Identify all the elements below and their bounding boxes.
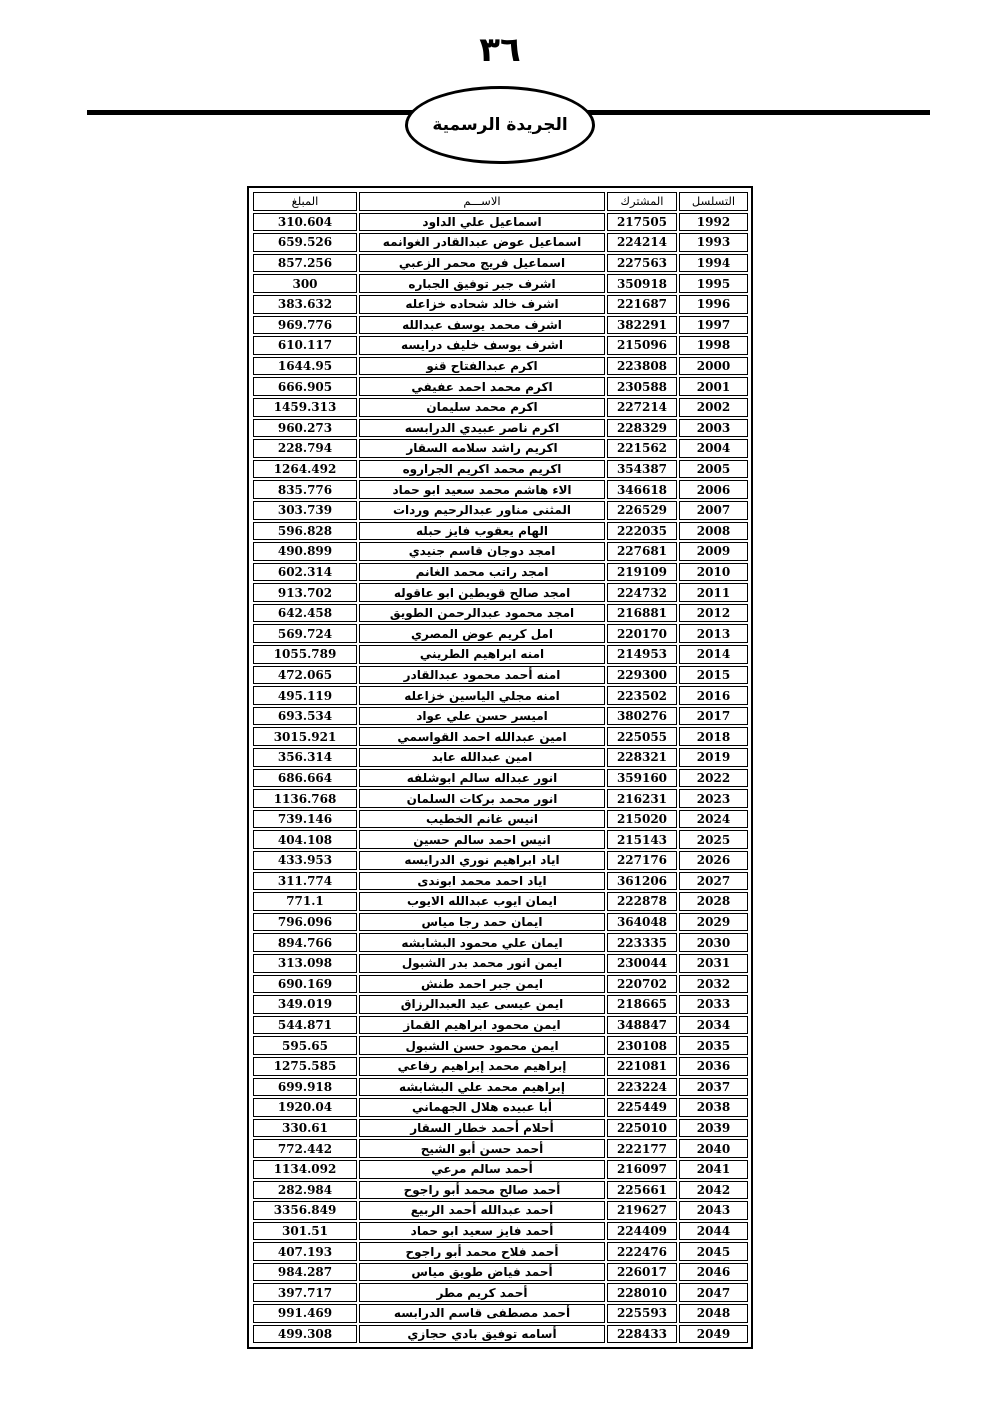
cell-name: امجد راتب محمد الغانم — [359, 563, 605, 582]
cell-amount: 913.702 — [253, 583, 357, 602]
table-row — [253, 913, 748, 932]
cell-name: أحمد فلاح محمد أبو راجوح — [359, 1242, 605, 1261]
cell-subscriber: 225449 — [607, 1098, 677, 1117]
cell-amount: 472.065 — [253, 666, 357, 685]
table-row — [253, 316, 748, 335]
cell-name: اكريم راشد سلامه السقار — [359, 439, 605, 458]
masthead-title: الجريدة الرسمية — [432, 115, 568, 135]
cell-serial: 2028 — [679, 892, 748, 911]
table-row — [253, 686, 748, 705]
cell-name: اشرف خالد شحاده خزاعله — [359, 295, 605, 314]
cell-serial: 2044 — [679, 1222, 748, 1241]
cell-name: اسماعيل عوض عبدالقادر الغوانمه — [359, 233, 605, 252]
cell-serial: 2006 — [679, 480, 748, 499]
cell-subscriber: 222035 — [607, 522, 677, 541]
cell-amount: 1275.585 — [253, 1057, 357, 1076]
cell-serial: 2030 — [679, 933, 748, 952]
table-row — [253, 522, 748, 541]
table-row — [253, 480, 748, 499]
cell-amount: 495.119 — [253, 686, 357, 705]
cell-serial: 2019 — [679, 748, 748, 767]
cell-serial: 2018 — [679, 727, 748, 746]
cell-subscriber: 220702 — [607, 975, 677, 994]
cell-serial: 2036 — [679, 1057, 748, 1076]
table-row — [253, 789, 748, 808]
cell-name: امنه أحمد محمود عبدالقادر — [359, 666, 605, 685]
cell-subscriber: 348847 — [607, 1016, 677, 1035]
cell-name: اشرف محمد يوسف عبدالله — [359, 316, 605, 335]
cell-serial: 2045 — [679, 1242, 748, 1261]
cell-name: أحمد مصطفى قاسم الدرابسه — [359, 1304, 605, 1323]
cell-subscriber: 380276 — [607, 707, 677, 726]
cell-amount: 984.287 — [253, 1263, 357, 1282]
cell-subscriber: 216097 — [607, 1160, 677, 1179]
table-row — [253, 501, 748, 520]
table-row — [253, 666, 748, 685]
table-row — [253, 624, 748, 643]
table-row — [253, 1263, 748, 1282]
cell-name: اميسر حسن علي عواد — [359, 707, 605, 726]
cell-amount: 228.794 — [253, 439, 357, 458]
page-number: ٣٦ — [479, 30, 521, 70]
table-row — [253, 1098, 748, 1117]
cell-serial: 2034 — [679, 1016, 748, 1035]
table-row — [253, 419, 748, 438]
cell-name: إبراهيم محمد علي البشابشه — [359, 1078, 605, 1097]
cell-subscriber: 228010 — [607, 1283, 677, 1302]
header-amount: المبلغ — [253, 192, 357, 211]
cell-subscriber: 361206 — [607, 872, 677, 891]
cell-subscriber: 230588 — [607, 377, 677, 396]
cell-subscriber: 354387 — [607, 460, 677, 479]
cell-subscriber: 227681 — [607, 542, 677, 561]
table-row — [253, 830, 748, 849]
cell-serial: 2007 — [679, 501, 748, 520]
table-row — [253, 583, 748, 602]
table-row — [253, 295, 748, 314]
cell-serial: 2013 — [679, 624, 748, 643]
cell-subscriber: 222177 — [607, 1139, 677, 1158]
cell-name: أبا عبيده هلال الجهماني — [359, 1098, 605, 1117]
cell-serial: 2005 — [679, 460, 748, 479]
table-row — [253, 1181, 748, 1200]
header-subscriber: المشترك — [607, 192, 677, 211]
cell-subscriber: 216881 — [607, 604, 677, 623]
cell-amount: 595.65 — [253, 1036, 357, 1055]
cell-subscriber: 219109 — [607, 563, 677, 582]
cell-subscriber: 223335 — [607, 933, 677, 952]
cell-amount: 3356.849 — [253, 1201, 357, 1220]
cell-amount: 690.169 — [253, 975, 357, 994]
table-row — [253, 975, 748, 994]
cell-subscriber: 220170 — [607, 624, 677, 643]
table-row — [253, 254, 748, 273]
cell-name: امجد صالح قويطين ابو عاقوله — [359, 583, 605, 602]
cell-name: امل كريم عوض المصري — [359, 624, 605, 643]
cell-name: اشرف يوسف خليف درايسه — [359, 336, 605, 355]
cell-name: المثنى مناور عبدالرحيم وردات — [359, 501, 605, 520]
cell-name: أحمد حسن أبو الشيح — [359, 1139, 605, 1158]
cell-serial: 2033 — [679, 995, 748, 1014]
cell-amount: 1920.04 — [253, 1098, 357, 1117]
cell-serial: 2014 — [679, 645, 748, 664]
cell-name: انيس غانم الخطيب — [359, 810, 605, 829]
table-row — [253, 872, 748, 891]
cell-serial: 2047 — [679, 1283, 748, 1302]
cell-amount: 407.193 — [253, 1242, 357, 1261]
table-header-row — [253, 192, 748, 211]
cell-subscriber: 223502 — [607, 686, 677, 705]
cell-subscriber: 382291 — [607, 316, 677, 335]
masthead-ellipse — [405, 86, 595, 164]
table-row — [253, 1325, 748, 1344]
cell-subscriber: 221081 — [607, 1057, 677, 1076]
cell-name: امجد دوجان قاسم جنيدي — [359, 542, 605, 561]
table-row — [253, 851, 748, 870]
cell-amount: 330.61 — [253, 1119, 357, 1138]
table-row — [253, 954, 748, 973]
cell-subscriber: 222878 — [607, 892, 677, 911]
cell-serial: 2042 — [679, 1181, 748, 1200]
cell-amount: 960.273 — [253, 419, 357, 438]
table-row — [253, 357, 748, 376]
cell-subscriber: 225010 — [607, 1119, 677, 1138]
cell-serial: 1997 — [679, 316, 748, 335]
table-row — [253, 1016, 748, 1035]
cell-serial: 2031 — [679, 954, 748, 973]
cell-amount: 666.905 — [253, 377, 357, 396]
cell-amount: 1136.768 — [253, 789, 357, 808]
cell-amount: 659.526 — [253, 233, 357, 252]
cell-name: انور محمد بركات السلمان — [359, 789, 605, 808]
table-row — [253, 336, 748, 355]
cell-serial: 1998 — [679, 336, 748, 355]
cell-amount: 397.717 — [253, 1283, 357, 1302]
cell-amount: 433.953 — [253, 851, 357, 870]
cell-amount: 969.776 — [253, 316, 357, 335]
cell-amount: 301.51 — [253, 1222, 357, 1241]
cell-serial: 2011 — [679, 583, 748, 602]
cell-amount: 686.664 — [253, 769, 357, 788]
cell-name: اسماعيل علي الداود — [359, 213, 605, 232]
cell-serial: 2049 — [679, 1325, 748, 1344]
cell-serial: 2016 — [679, 686, 748, 705]
table-row — [253, 604, 748, 623]
cell-amount: 1644.95 — [253, 357, 357, 376]
cell-subscriber: 227214 — [607, 398, 677, 417]
cell-subscriber: 224409 — [607, 1222, 677, 1241]
cell-name: أحمد عبدالله أحمد الربيع — [359, 1201, 605, 1220]
header-serial: التسلسل — [679, 192, 748, 211]
cell-subscriber: 226529 — [607, 501, 677, 520]
cell-amount: 857.256 — [253, 254, 357, 273]
cell-name: ايمن عيسى عيد العبدالرزاق — [359, 995, 605, 1014]
cell-subscriber: 215143 — [607, 830, 677, 849]
cell-serial: 2009 — [679, 542, 748, 561]
cell-name: اشرف جبر توفيق الجباره — [359, 274, 605, 293]
cell-name: أحلام أحمد خطار السقار — [359, 1119, 605, 1138]
table-row — [253, 1057, 748, 1076]
cell-amount: 356.314 — [253, 748, 357, 767]
cell-name: انيس احمد سالم حسين — [359, 830, 605, 849]
cell-name: اكرم ناصر عبيدي الدرابسه — [359, 419, 605, 438]
header-name: الاســـم — [359, 192, 605, 211]
cell-amount: 544.871 — [253, 1016, 357, 1035]
table-row — [253, 995, 748, 1014]
cell-amount: 349.019 — [253, 995, 357, 1014]
cell-name: امنه مجلي الياسين خزاعله — [359, 686, 605, 705]
cell-subscriber: 214953 — [607, 645, 677, 664]
cell-serial: 2041 — [679, 1160, 748, 1179]
cell-name: إبراهيم محمد إبراهيم رفاعي — [359, 1057, 605, 1076]
cell-subscriber: 228329 — [607, 419, 677, 438]
cell-amount: 894.766 — [253, 933, 357, 952]
table-row — [253, 460, 748, 479]
cell-serial: 2004 — [679, 439, 748, 458]
cell-amount: 282.984 — [253, 1181, 357, 1200]
cell-name: امين عبدالله عابد — [359, 748, 605, 767]
table-row — [253, 1078, 748, 1097]
cell-serial: 2022 — [679, 769, 748, 788]
cell-subscriber: 215020 — [607, 810, 677, 829]
cell-serial: 2038 — [679, 1098, 748, 1117]
cell-name: أحمد صالح محمد أبو راجوح — [359, 1181, 605, 1200]
table-row — [253, 1160, 748, 1179]
cell-name: ايمان علي محمود البشابشه — [359, 933, 605, 952]
cell-subscriber: 224214 — [607, 233, 677, 252]
cell-amount: 311.774 — [253, 872, 357, 891]
cell-subscriber: 364048 — [607, 913, 677, 932]
cell-name: اكرم محمد سليمان — [359, 398, 605, 417]
cell-subscriber: 225661 — [607, 1181, 677, 1200]
table-row — [253, 274, 748, 293]
table-row — [253, 1222, 748, 1241]
cell-subscriber: 230044 — [607, 954, 677, 973]
cell-name: امين عبدالله احمد القواسمي — [359, 727, 605, 746]
cell-amount: 383.632 — [253, 295, 357, 314]
cell-subscriber: 229300 — [607, 666, 677, 685]
cell-name: امنه ابراهيم الطريني — [359, 645, 605, 664]
cell-subscriber: 215096 — [607, 336, 677, 355]
table-row — [253, 377, 748, 396]
cell-subscriber: 224732 — [607, 583, 677, 602]
cell-serial: 2032 — [679, 975, 748, 994]
table-row — [253, 769, 748, 788]
cell-subscriber: 226017 — [607, 1263, 677, 1282]
cell-serial: 2001 — [679, 377, 748, 396]
cell-subscriber: 225055 — [607, 727, 677, 746]
cell-name: انور عبداله سالم ابوشلفه — [359, 769, 605, 788]
cell-serial: 1996 — [679, 295, 748, 314]
table-row — [253, 645, 748, 664]
cell-name: أحمد سالم مرعي — [359, 1160, 605, 1179]
table-row — [253, 748, 748, 767]
cell-serial: 2015 — [679, 666, 748, 685]
cell-amount: 1134.092 — [253, 1160, 357, 1179]
cell-name: أحمد كريم مطر — [359, 1283, 605, 1302]
table-row — [253, 233, 748, 252]
table-body — [253, 213, 748, 1344]
cell-name: اياد ابراهيم نوري الدرايسه — [359, 851, 605, 870]
cell-serial: 1992 — [679, 213, 748, 232]
cell-amount: 693.534 — [253, 707, 357, 726]
cell-amount: 642.458 — [253, 604, 357, 623]
cell-name: الاء هاشم محمد سعيد ابو حماد — [359, 480, 605, 499]
cell-amount: 3015.921 — [253, 727, 357, 746]
cell-name: ايمن محمود ابراهيم القماز — [359, 1016, 605, 1035]
cell-serial: 2035 — [679, 1036, 748, 1055]
payments-table-frame — [247, 186, 753, 1349]
cell-serial: 2024 — [679, 810, 748, 829]
cell-amount: 991.469 — [253, 1304, 357, 1323]
cell-amount: 835.776 — [253, 480, 357, 499]
cell-serial: 2017 — [679, 707, 748, 726]
cell-subscriber: 228321 — [607, 748, 677, 767]
table-row — [253, 1119, 748, 1138]
cell-amount: 404.108 — [253, 830, 357, 849]
cell-name: أحمد فايز سعيد ابو حماد — [359, 1222, 605, 1241]
cell-serial: 2027 — [679, 872, 748, 891]
cell-amount: 1055.789 — [253, 645, 357, 664]
table-row — [253, 892, 748, 911]
cell-subscriber: 225593 — [607, 1304, 677, 1323]
table-row — [253, 1242, 748, 1261]
cell-serial: 2039 — [679, 1119, 748, 1138]
cell-serial: 2037 — [679, 1078, 748, 1097]
cell-name: الهام يعقوب فايز حبله — [359, 522, 605, 541]
table-row — [253, 439, 748, 458]
cell-subscriber: 223808 — [607, 357, 677, 376]
table-row — [253, 727, 748, 746]
cell-amount: 610.117 — [253, 336, 357, 355]
cell-subscriber: 346618 — [607, 480, 677, 499]
cell-subscriber: 217505 — [607, 213, 677, 232]
cell-amount: 699.918 — [253, 1078, 357, 1097]
cell-serial: 2043 — [679, 1201, 748, 1220]
cell-serial: 2029 — [679, 913, 748, 932]
cell-name: ايمن محمود حسن الشبول — [359, 1036, 605, 1055]
cell-amount: 739.146 — [253, 810, 357, 829]
cell-serial: 2023 — [679, 789, 748, 808]
cell-serial: 2008 — [679, 522, 748, 541]
cell-name: اياد احمد محمد ابوندى — [359, 872, 605, 891]
cell-name: ايمن جبر احمد طنش — [359, 975, 605, 994]
cell-serial: 2048 — [679, 1304, 748, 1323]
table-row — [253, 398, 748, 417]
cell-amount: 303.739 — [253, 501, 357, 520]
cell-subscriber: 218665 — [607, 995, 677, 1014]
table-row — [253, 1036, 748, 1055]
table-row — [253, 933, 748, 952]
cell-subscriber: 227176 — [607, 851, 677, 870]
table-row — [253, 1139, 748, 1158]
cell-serial: 2010 — [679, 563, 748, 582]
cell-serial: 2046 — [679, 1263, 748, 1282]
cell-name: اكرم محمد احمد عفيفي — [359, 377, 605, 396]
table-row — [253, 542, 748, 561]
cell-name: أسامه توفيق بادي حجازي — [359, 1325, 605, 1344]
cell-name: اكريم محمد اكريم الجراروه — [359, 460, 605, 479]
cell-amount: 796.096 — [253, 913, 357, 932]
cell-amount: 313.098 — [253, 954, 357, 973]
cell-amount: 300 — [253, 274, 357, 293]
table-row — [253, 563, 748, 582]
cell-amount: 1264.492 — [253, 460, 357, 479]
cell-name: اسماعيل فريج محمر الزعبي — [359, 254, 605, 273]
cell-subscriber: 350918 — [607, 274, 677, 293]
cell-name: ايمان ايوب عبدالله الايوب — [359, 892, 605, 911]
cell-amount: 602.314 — [253, 563, 357, 582]
table-row — [253, 213, 748, 232]
cell-serial: 2003 — [679, 419, 748, 438]
cell-subscriber: 228433 — [607, 1325, 677, 1344]
cell-name: امجد محمود عبدالرحمن الطويق — [359, 604, 605, 623]
cell-amount: 569.724 — [253, 624, 357, 643]
cell-amount: 490.899 — [253, 542, 357, 561]
cell-amount: 596.828 — [253, 522, 357, 541]
payments-table — [251, 190, 750, 1345]
cell-amount: 772.442 — [253, 1139, 357, 1158]
cell-subscriber: 223224 — [607, 1078, 677, 1097]
cell-subscriber: 227563 — [607, 254, 677, 273]
table-row — [253, 1201, 748, 1220]
cell-amount: 1459.313 — [253, 398, 357, 417]
cell-name: أحمد فياض طويق مياس — [359, 1263, 605, 1282]
cell-subscriber: 219627 — [607, 1201, 677, 1220]
cell-subscriber: 221687 — [607, 295, 677, 314]
cell-amount: 310.604 — [253, 213, 357, 232]
cell-subscriber: 230108 — [607, 1036, 677, 1055]
cell-subscriber: 221562 — [607, 439, 677, 458]
cell-serial: 1994 — [679, 254, 748, 273]
cell-serial: 2026 — [679, 851, 748, 870]
cell-serial: 2000 — [679, 357, 748, 376]
cell-subscriber: 359160 — [607, 769, 677, 788]
cell-serial: 2040 — [679, 1139, 748, 1158]
cell-name: ايمن انور محمد بدر الشبول — [359, 954, 605, 973]
cell-name: ايمان حمد رجا مياس — [359, 913, 605, 932]
table-row — [253, 707, 748, 726]
cell-serial: 1993 — [679, 233, 748, 252]
cell-serial: 2002 — [679, 398, 748, 417]
table-row — [253, 1304, 748, 1323]
cell-serial: 2012 — [679, 604, 748, 623]
table-row — [253, 810, 748, 829]
table-row — [253, 1283, 748, 1302]
cell-amount: 499.308 — [253, 1325, 357, 1344]
cell-serial: 1995 — [679, 274, 748, 293]
cell-subscriber: 222476 — [607, 1242, 677, 1261]
cell-serial: 2025 — [679, 830, 748, 849]
cell-amount: 771.1 — [253, 892, 357, 911]
cell-name: اكرم عبدالفتاح قنو — [359, 357, 605, 376]
cell-subscriber: 216231 — [607, 789, 677, 808]
